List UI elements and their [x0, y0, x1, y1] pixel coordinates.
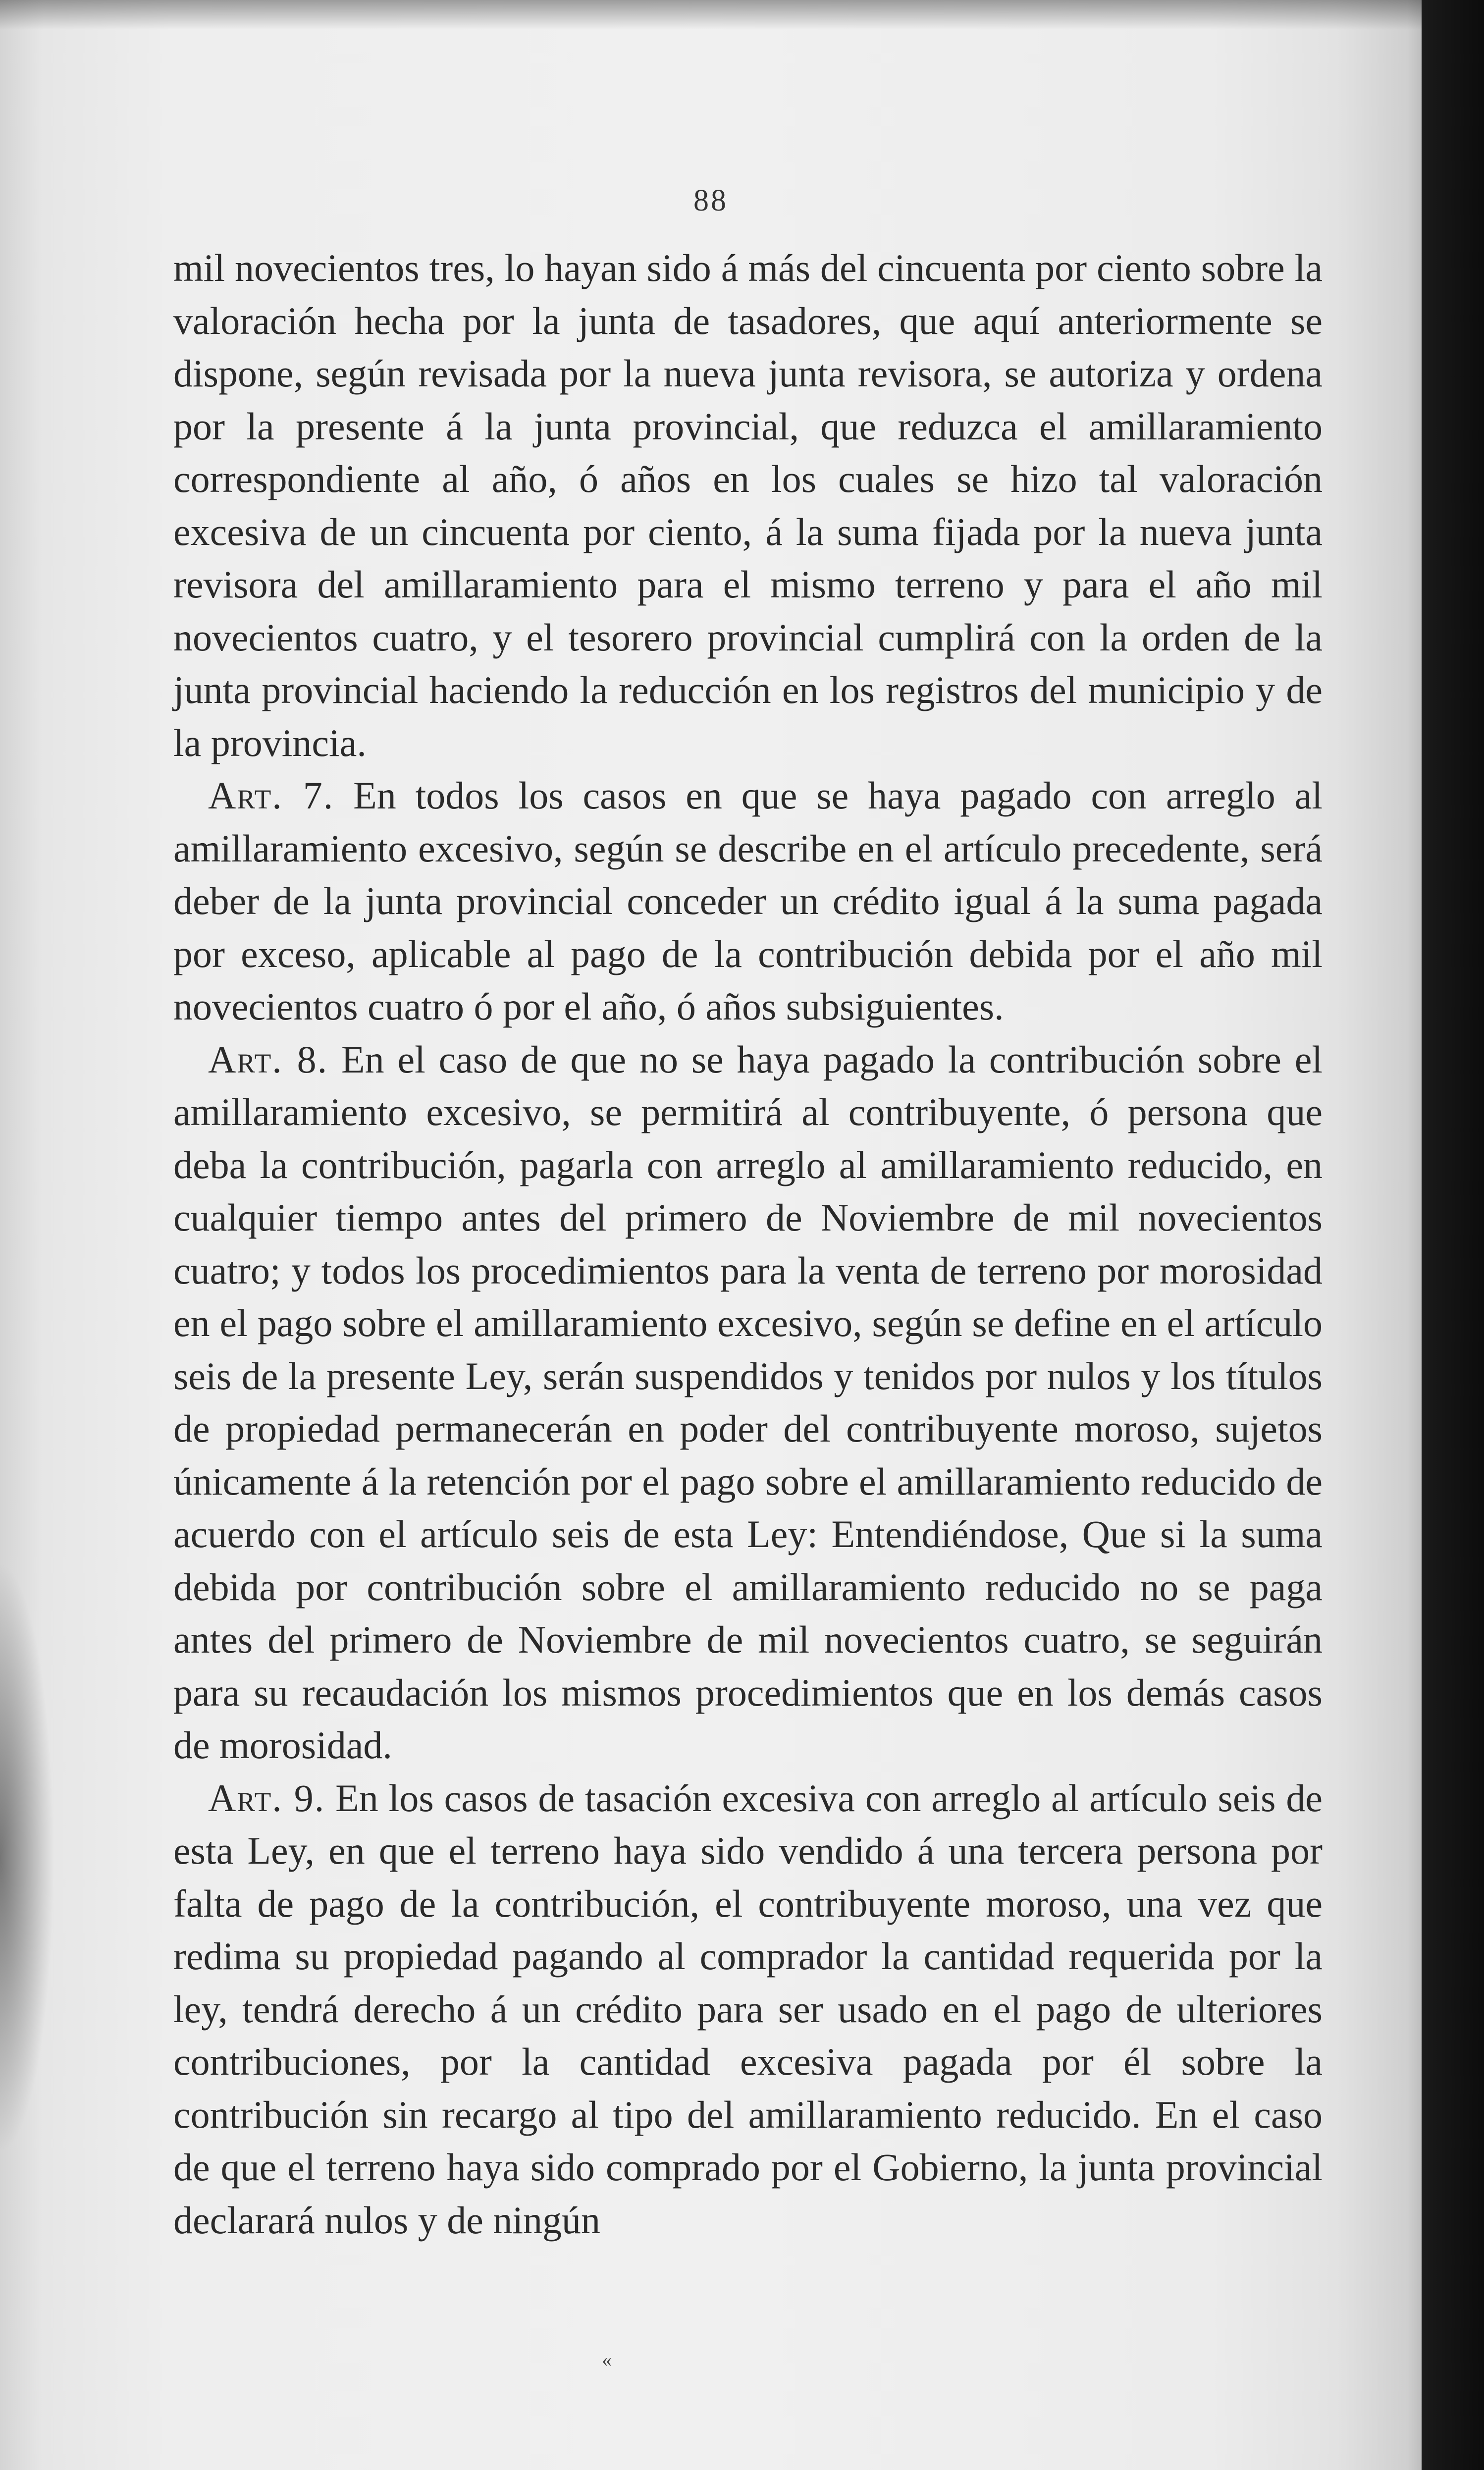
paragraph-text: En los casos de tasación excesiva con arreglo al artículo seis de esta Ley, en que el terreno haya sido vendido á una tercera persona por falta de pago de la contribución, el contribuyente moroso, una vez que redima su propiedad pagando al comprador la cantidad requerida por la ley, tendrá derecho á un crédito para ser usado en el pago de ulteriores contribuciones, por la cantidad excesiva pagada por él sobre la contribución sin recargo al tipo del amillaramiento reducido. En el caso de que el terreno haya sido comprado por el Gobierno, la junta provincial declarará nulos y de ningún — [173, 1776, 1323, 2242]
article-label: Art. 7. — [208, 774, 334, 817]
paragraph-article-9 — [173, 1772, 1323, 2247]
paragraph-text: mil novecientos tres, lo hayan sido á más del cincuenta por ciento sobre la valoración hecha por la junta de tasadores, que aquí anteriormente se dispone, según revisada por la nueva junta revisora, se autoriza y ordena por la presente á la junta provincial, que reduzca el amillaramiento correspondiente al año, ó años en los cuales se hizo tal valoración excesiva de un cincuenta por ciento, á la suma fijada por la nueva junta revisora del amillaramiento para el mismo terreno y para el año mil novecientos cuatro, y el tesorero provincial cumplirá con la orden de la junta provincial haciendo la reducción en los registros del municipio y de la provincia. — [173, 246, 1323, 764]
binding-shadow — [0, 1560, 54, 2155]
article-label: Art. 9. — [208, 1776, 325, 1820]
body-text — [173, 242, 1323, 2247]
scan-dark-edge — [1422, 0, 1484, 2470]
paragraph-text: En el caso de que no se haya pagado la contribución sobre el amillaramiento excesivo, se permitirá al contribuyente, ó persona que deba la contribución, pagarla con arreglo al amillaramiento reducido, en cualquier tiempo antes del primero de Noviembre de mil novecientos cuatro; y todos los procedimientos para la venta de terreno por morosidad en el pago sobre el amillaramiento excesivo, según se define en el artículo seis de la presente Ley, serán suspendidos y tenidos por nulos y los títulos de propiedad permanecerán en poder del contribuyente moroso, sujetos únicamente á la retención por el pago sobre el amillaramiento reducido de acuerdo con el artículo seis de esta Ley: Entendiéndose, Que si la suma debida por contribución sobre el amillaramiento reducido no se paga antes del primero de Noviembre de mil novecientos cuatro, se seguirán para su recaudación los mismos procedimientos que en los demás casos de morosidad. — [173, 1037, 1323, 1767]
paragraph-continuation — [173, 242, 1323, 769]
paragraph-article-8 — [173, 1033, 1323, 1772]
paragraph-article-7 — [173, 769, 1323, 1033]
page-number: 88 — [693, 184, 728, 217]
article-label: Art. 8. — [208, 1037, 328, 1081]
paragraph-text: En todos los casos en que se haya pagado con arreglo al amillaramiento excesivo, según se describe en el artículo precedente, será deber de la junta provincial conceder un crédito igual á la suma pagada por exceso, aplicable al pago de la contribución debida por el año mil novecientos cuatro ó por el año, ó años subsiguientes. — [173, 774, 1323, 1028]
page-top-shadow — [0, 0, 1422, 30]
printer-mark: « — [602, 2349, 612, 2371]
